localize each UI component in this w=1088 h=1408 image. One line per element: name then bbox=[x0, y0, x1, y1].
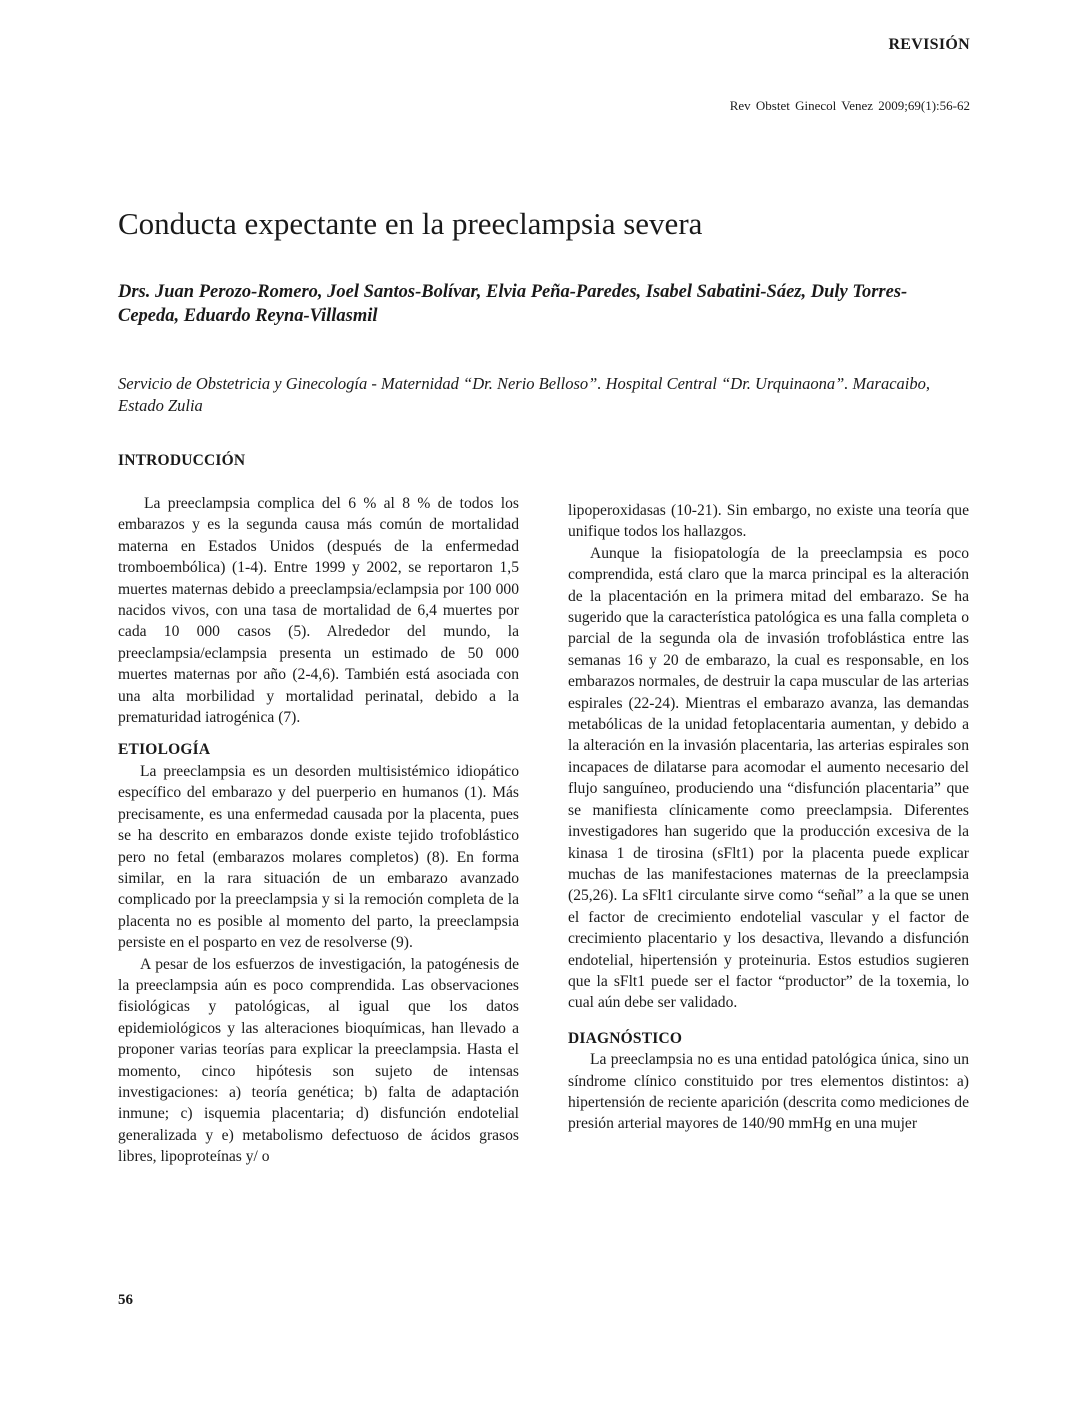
etiology-heading: ETIOLOGÍA bbox=[118, 741, 211, 759]
affiliation: Servicio de Obstetricia y Ginecología - Maternidad “Dr. Nerio Belloso”. Hospital Central “Dr. Urquinaona”. Maracaibo, Estado Zulia bbox=[118, 374, 930, 415]
article-title: Conducta expectante en la preeclampsia severa bbox=[118, 206, 703, 241]
etiology-continuation: lipoperoxidasas (10-21). Sin embargo, no existe una teoría que unifique todos los hallazgos. bbox=[568, 502, 969, 541]
right-column bbox=[568, 500, 969, 1135]
introduction-heading: INTRODUCCIÓN bbox=[118, 452, 246, 469]
author-list: Drs. Juan Perozo-Romero, Joel Santos-Bolívar, Elvia Peña-Paredes, Isabel Sabatini-Sáez, Duly Torres-Cepeda, Eduardo Reyna-Villasmil bbox=[118, 282, 908, 326]
journal-citation: Rev Obstet Ginecol Venez 2009;69(1):56-62 bbox=[729, 98, 970, 113]
etiology-paragraph-2: A pesar de los esfuerzos de investigación, la patogénesis de la preeclampsia aún es poco comprendida. Las observaciones fisiológicas y patológicas, al igual que los datos epidemiológicos y las alteraciones bioquímicas, han llevado a proponer varias teorías para explicar la preeclampsia. Hasta el momento, cinco hipótesis son sujeto de intensas investigaciones: a) teoría genética; b) falta de adaptación inmune; c) isquemia placentaria; d) disfunción endotelial generalizada y e) metabolismo defectuoso de ácidos grasos libres, lipoproteínas y/ o bbox=[118, 955, 519, 1166]
pathophysiology-paragraph: Aunque la fisiopatología de la preeclampsia es poco comprendida, está claro que la marca principal es la alteración de la placentación en la primera mitad del embarazo. Se ha sugerido que la característica patológica es una falla completa o parcial de la segunda ola de invasión trofoblástica entre las semanas 16 y 20 de embarazo, la cual es responsable, en los embarazos normales, de destruir la capa muscular de las arterias espirales (22-24). Mientras el embarazo avanza, las demandas metabólicas de la unidad fetoplacentaria aumentan, y debido a la alteración en la invasión placentaria, las arterias espirales son incapaces de dilatarse para acomodar el aumento necesario del flujo sanguíneo, produciendo una “disfunción placentaria” que se manifiesta clínicamente como preeclampsia. Diferentes investigadores han sugerido que la producción excesiva de la kinasa 1 de tirosina (sFlt1) por la placenta puede explicar muchas de las manifestaciones maternas de la preeclampsia (25,26). La sFlt1 circulante sirve como “señal” a la que se unen el factor de crecimiento endotelial vascular y el factor de crecimiento placentario y los desactiva, llevando a disfunción endotelial, hipertensión y proteinuria. Estos estudios sugieren que la sFlt1 puede ser el factor “productor” de la toxemia, lo cual aún debe ser validado. bbox=[568, 544, 969, 1012]
page-number: 56 bbox=[118, 1292, 133, 1308]
diagnosis-heading: DIAGNÓSTICO bbox=[568, 1029, 683, 1047]
diagnosis-paragraph: La preeclampsia no es una entidad patológica única, sino un síndrome clínico constituido por tres elementos distintos: a) hipertensión de reciente aparición (descrita como mediciones de presión arterial mayores de 140/90 mmHg en una mujer bbox=[568, 1051, 969, 1133]
left-column bbox=[118, 493, 519, 1168]
section-label: REVISIÓN bbox=[888, 36, 970, 53]
etiology-paragraph-1: La preeclampsia es un desorden multisistémico idiopático específico del embarazo y del puerperio en humanos (1). Más precisamente, es una enfermedad causada por la placenta, pues se ha descrito en embarazos donde existe tejido trofoblástico pero no fetal (embarazos molares completos) (8). En forma similar, en la rara situación de un embarazo avanzado complicado por la preeclampsia y si la remoción completa de la placenta no es posible al momento del parto, la preeclampsia persiste en el posparto en vez de resolverse (9). bbox=[118, 762, 519, 952]
intro-paragraph: La preeclampsia complica del 6 % al 8 % de todos los embarazos y es la segunda causa más común de mortalidad materna en Estados Unidos (después de la enfermedad tromboembólica) (1-4). Entre 1999 y 2002, se reportaron 1,5 muertes maternas debido a preeclampsia/eclampsia por 100 000 nacidos vivos, con una tasa de mortalidad de 6,4 muertes por cada 10 000 casos (5). Alrededor del mundo, la preeclampsia/eclampsia presenta un estimado de 50 000 muertes maternas por año (2-4,6). También está asociada con una alta morbilidad y mortalidad perinatal, debido a la prematuridad iatrogénica (7). bbox=[118, 495, 519, 727]
